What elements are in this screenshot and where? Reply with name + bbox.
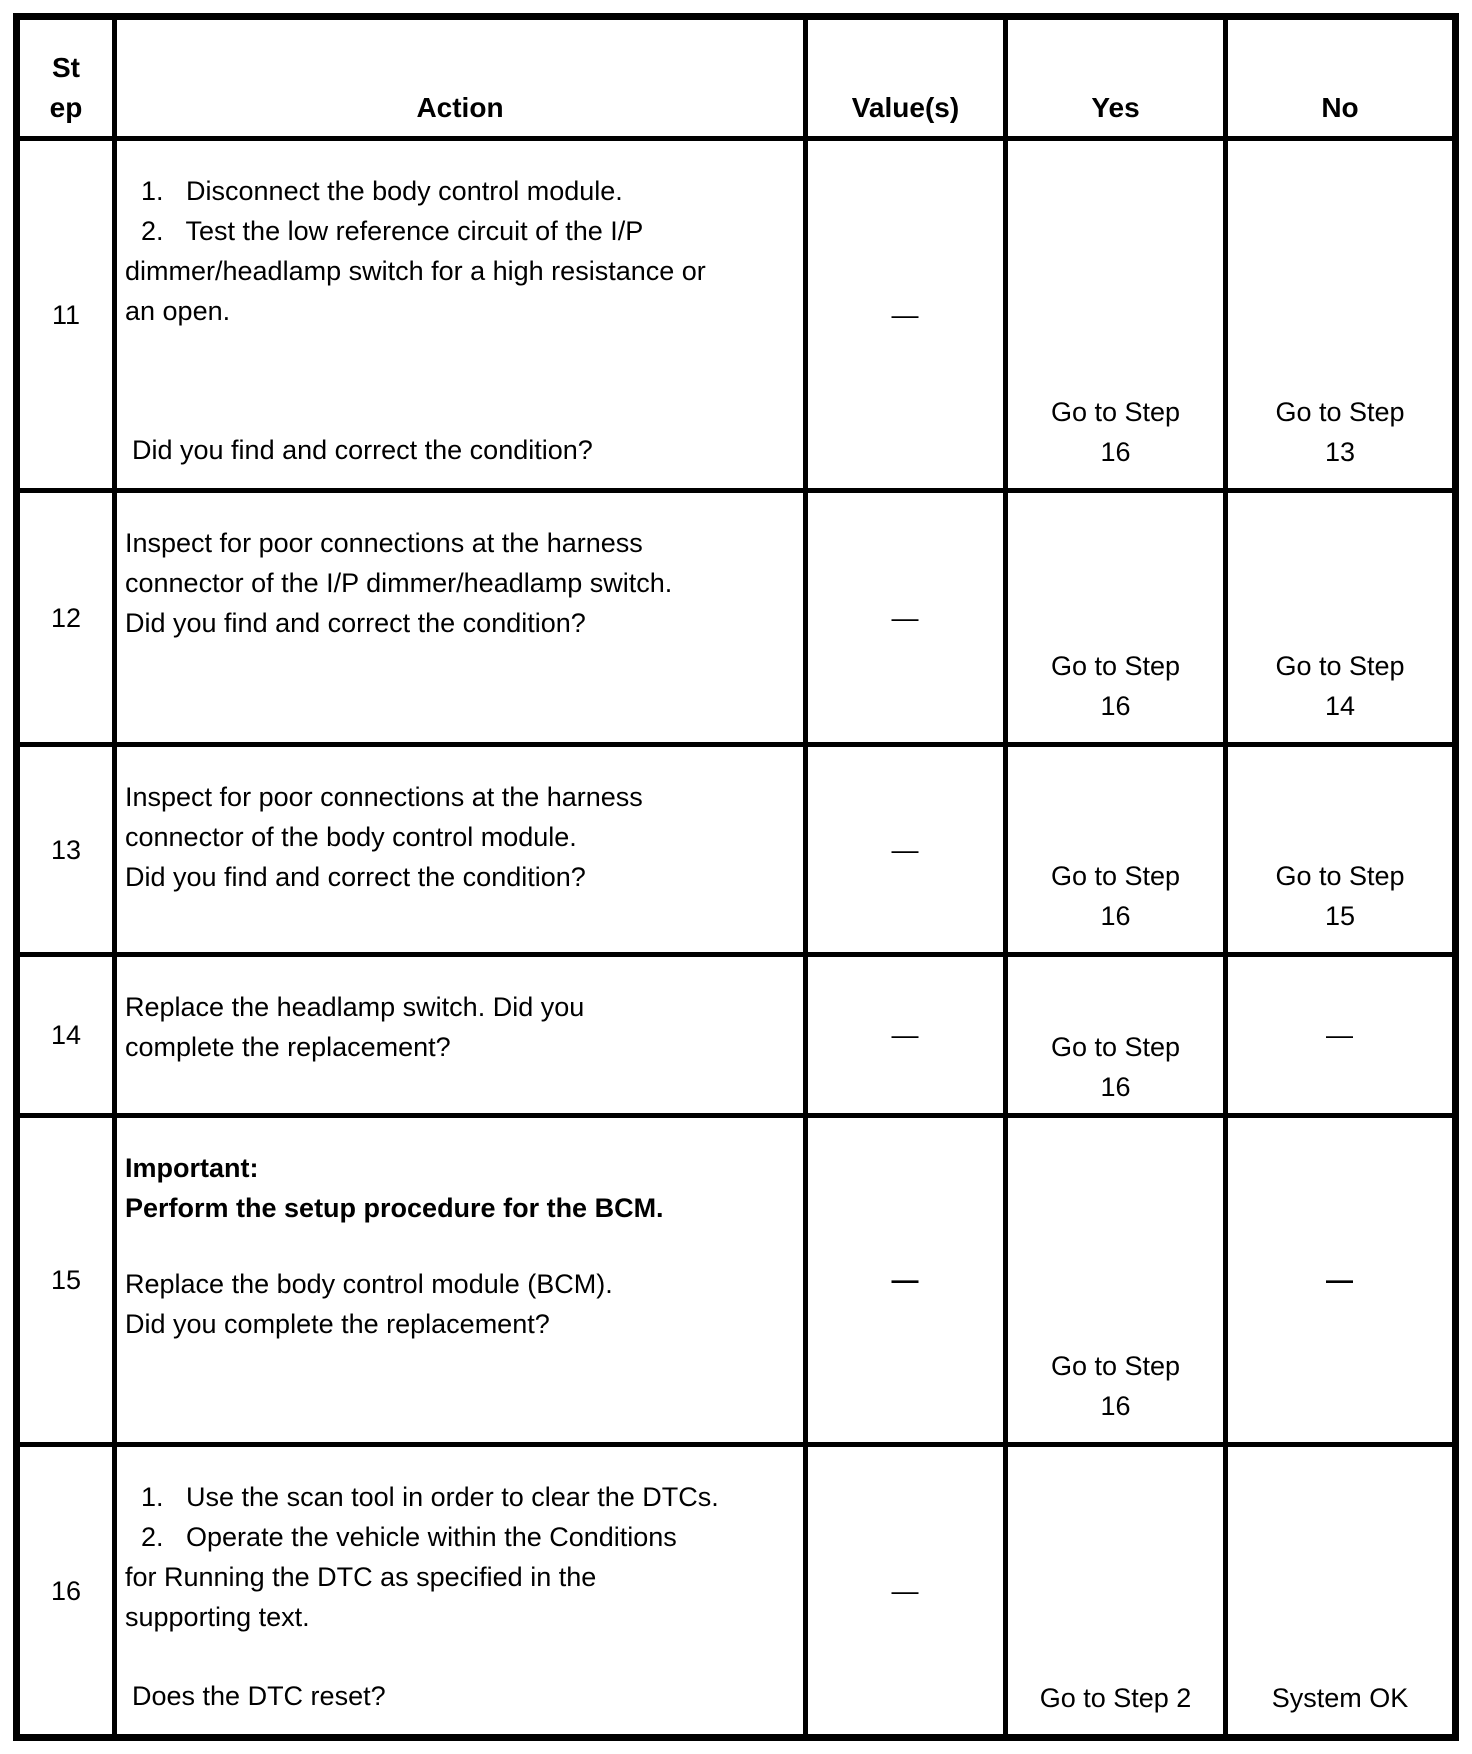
- action-cell-14: [117, 957, 808, 1118]
- yes-cell-16: [1008, 1447, 1228, 1734]
- step-cell-15: [20, 1118, 117, 1447]
- value-dash: —: [891, 1575, 920, 1606]
- action-question: Does the DTC reset?: [132, 1681, 386, 1711]
- action-cell-15: [117, 1118, 808, 1447]
- action-line: Did you find and correct the condition?: [125, 862, 586, 892]
- goto-line: Go to Step 2: [1039, 1683, 1192, 1713]
- action-cell-13: [117, 747, 808, 957]
- spacer: [125, 643, 793, 724]
- value-cell-13: [808, 747, 1008, 957]
- goto-line: Go to Step: [1275, 397, 1405, 427]
- goto-line: 13: [1324, 437, 1356, 467]
- goto-line: Go to Step: [1050, 1351, 1181, 1381]
- action-cell-12: [117, 493, 808, 747]
- header-step: [20, 20, 117, 141]
- no-cell-13: [1228, 747, 1452, 957]
- header-no: [1228, 20, 1452, 141]
- goto-line: 16: [1100, 901, 1131, 931]
- step-number: 13: [50, 834, 82, 865]
- header-step-line2: ep: [49, 92, 83, 123]
- action-line: 2. Operate the vehicle within the Conditions: [141, 1522, 677, 1552]
- action-line: dimmer/headlamp switch for a high resistance or: [125, 256, 706, 286]
- goto-line: 16: [1100, 1072, 1131, 1102]
- value-cell-12: [808, 493, 1008, 747]
- spacer: [125, 1344, 793, 1424]
- no-dash: —: [1326, 1020, 1354, 1050]
- action-line: 1. Disconnect the body control module.: [141, 176, 623, 206]
- goto-line: 16: [1100, 437, 1131, 467]
- action-cell-11: [117, 141, 808, 493]
- value-dash: —: [891, 834, 920, 865]
- goto-line: 15: [1324, 901, 1356, 931]
- action-line: Did you find and correct the condition?: [125, 608, 586, 638]
- yes-cell-14: [1008, 957, 1228, 1118]
- action-line: for Running the DTC as specified in the: [125, 1562, 597, 1592]
- action-line: Inspect for poor connections at the harness: [125, 528, 643, 558]
- goto-line: System OK: [1271, 1683, 1409, 1713]
- action-line: complete the replacement?: [125, 1032, 451, 1062]
- step-cell-11: [20, 141, 117, 493]
- step-number: 12: [50, 602, 82, 633]
- no-dash: —: [1326, 1265, 1354, 1295]
- header-no-label: No: [1321, 92, 1359, 123]
- no-cell-16: [1228, 1447, 1452, 1734]
- action-line: connector of the I/P dimmer/headlamp switch.: [125, 568, 673, 598]
- step-cell-16: [20, 1447, 117, 1734]
- action-line: 2. Test the low reference circuit of the I/P: [141, 216, 644, 246]
- step-cell-12: [20, 493, 117, 747]
- action-line: connector of the body control module.: [125, 822, 577, 852]
- header-action: [117, 20, 808, 141]
- goto-line: 14: [1324, 691, 1356, 721]
- goto-line: 16: [1100, 691, 1131, 721]
- no-cell-14: [1228, 957, 1452, 1118]
- goto-line: 16: [1100, 1391, 1131, 1421]
- no-cell-12: [1228, 493, 1452, 747]
- action-line: supporting text.: [125, 1602, 310, 1632]
- goto-line: Go to Step: [1050, 397, 1181, 427]
- action-line: an open.: [125, 296, 231, 326]
- step-number: 11: [51, 299, 81, 330]
- no-cell-11: [1228, 141, 1452, 493]
- header-action-label: Action: [416, 92, 504, 123]
- step-number: 15: [50, 1265, 82, 1295]
- step-cell-14: [20, 957, 117, 1118]
- no-cell-15: [1228, 1118, 1452, 1447]
- spacer: [125, 1637, 793, 1676]
- goto-line: Go to Step: [1050, 651, 1181, 681]
- spacer: [125, 1067, 793, 1095]
- action-question: Did you find and correct the condition?: [132, 435, 593, 465]
- yes-cell-15: [1008, 1118, 1228, 1447]
- action-line: Replace the headlamp switch. Did you: [125, 992, 585, 1022]
- goto-line: Go to Step: [1275, 651, 1405, 681]
- value-dash: —: [891, 602, 920, 633]
- header-yes-label: Yes: [1091, 92, 1140, 123]
- value-cell-16: [808, 1447, 1008, 1734]
- value-dash: —: [891, 299, 920, 330]
- goto-line: Go to Step: [1050, 861, 1181, 891]
- action-line: Perform the setup procedure for the BCM.: [125, 1193, 664, 1223]
- diagnostic-table: [13, 13, 1459, 1741]
- action-cell-16: [117, 1447, 808, 1734]
- action-line: 1. Use the scan tool in order to clear the DTCs.: [141, 1482, 719, 1512]
- header-yes: [1008, 20, 1228, 141]
- header-values-label: Value(s): [851, 92, 960, 123]
- value-cell-14: [808, 957, 1008, 1118]
- step-cell-13: [20, 747, 117, 957]
- header-values: [808, 20, 1008, 141]
- yes-cell-11: [1008, 141, 1228, 493]
- action-line: Did you complete the replacement?: [125, 1309, 550, 1339]
- header-step-line1: St: [52, 52, 80, 83]
- action-line: Replace the body control module (BCM).: [125, 1269, 613, 1299]
- step-number: 14: [50, 1020, 82, 1050]
- action-line: Inspect for poor connections at the harness: [125, 782, 643, 812]
- value-cell-11: [808, 141, 1008, 493]
- value-cell-15: [808, 1118, 1008, 1447]
- goto-line: Go to Step: [1050, 1032, 1181, 1062]
- yes-cell-13: [1008, 747, 1228, 957]
- goto-line: Go to Step: [1275, 861, 1405, 891]
- step-number: 16: [50, 1575, 82, 1606]
- spacer: [125, 897, 793, 934]
- yes-cell-12: [1008, 493, 1228, 747]
- value-dash: —: [891, 1265, 920, 1295]
- value-dash: —: [891, 1020, 920, 1050]
- spacer: [125, 331, 793, 430]
- action-line: Important:: [125, 1153, 259, 1183]
